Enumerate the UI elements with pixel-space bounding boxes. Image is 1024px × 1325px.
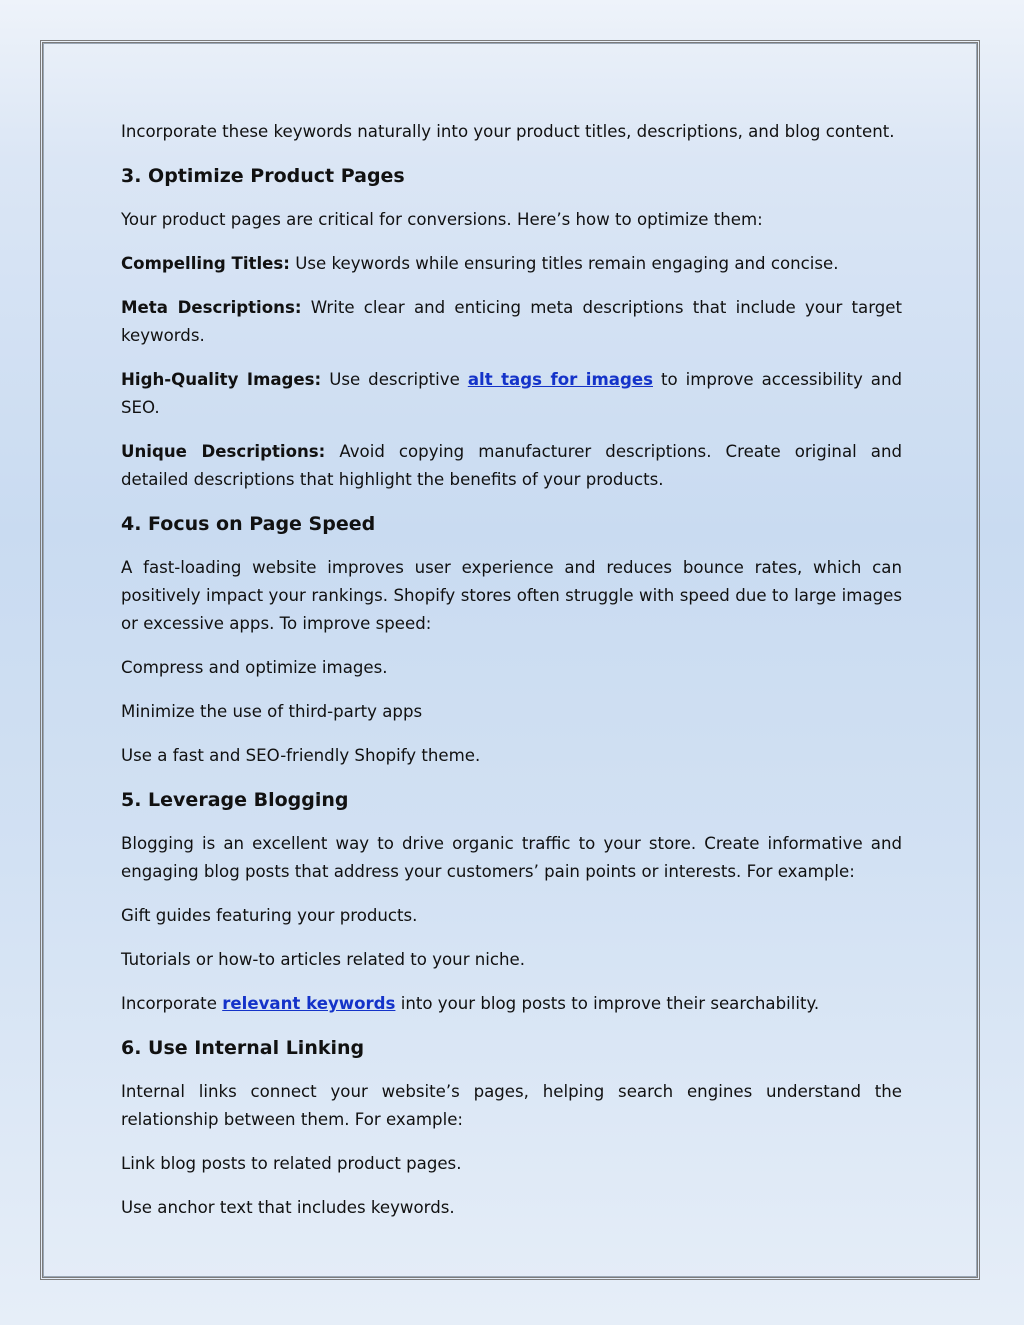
- section6-intro: Internal links connect your website’s pages, helping search engines understand the relationship between them. For example:: [121, 1082, 902, 1129]
- tip-label: High-Quality Images:: [121, 370, 322, 389]
- section-heading-page-speed: 4. Focus on Page Speed: [121, 513, 376, 535]
- document-body: [121, 118, 902, 1222]
- section5-closing: [121, 990, 902, 1018]
- section3-intro: Your product pages are critical for conversions. Here’s how to optimize them:: [121, 210, 763, 229]
- tip-compelling-titles: [121, 250, 902, 278]
- list-item: Use a fast and SEO-friendly Shopify theme.: [121, 746, 481, 765]
- tip-label: Unique Descriptions:: [121, 442, 326, 461]
- closing-text: into your blog posts to improve their searchability.: [395, 994, 820, 1013]
- list-item: Compress and optimize images.: [121, 658, 388, 677]
- tip-meta-descriptions: [121, 294, 902, 350]
- section4-intro: A fast-loading website improves user experience and reduces bounce rates, which can positively impact your rankings. Shopify stores often struggle with speed due to large images or excessive apps. To improve speed:: [121, 558, 902, 633]
- list-item: Gift guides featuring your products.: [121, 906, 418, 925]
- tip-text: Use descriptive: [321, 370, 468, 389]
- closing-text: Incorporate: [121, 994, 223, 1013]
- tip-text: Use keywords while ensuring titles remain engaging and concise.: [289, 254, 839, 273]
- tip-high-quality-images: [121, 366, 902, 422]
- section-heading-optimize-product-pages: 3. Optimize Product Pages: [121, 165, 405, 187]
- section5-intro: Blogging is an excellent way to drive organic traffic to your store. Create informative and engaging blog posts that address your customers’ pain points or interests. For example:: [121, 834, 902, 881]
- list-item: Minimize the use of third-party apps: [121, 702, 423, 721]
- list-item: Use anchor text that includes keywords.: [121, 1198, 455, 1217]
- section-heading-leverage-blogging: 5. Leverage Blogging: [121, 789, 349, 811]
- tip-text: to improve accessibility and SEO.: [121, 370, 903, 417]
- intro-paragraph: Incorporate these keywords naturally into your product titles, descriptions, and blog content.: [121, 122, 895, 141]
- section-heading-internal-linking: 6. Use Internal Linking: [121, 1037, 365, 1059]
- tip-text: Avoid copying manufacturer descriptions. Create original and detailed descriptions that highlight the benefits of your products.: [121, 442, 902, 489]
- tip-text: Write clear and enticing meta descriptions that include your target keywords.: [121, 298, 903, 345]
- relevant-keywords-link[interactable]: relevant keywords: [222, 994, 396, 1013]
- alt-tags-link[interactable]: alt tags for images: [467, 370, 653, 389]
- tip-label: Meta Descriptions:: [121, 298, 302, 317]
- list-item: Link blog posts to related product pages.: [121, 1154, 462, 1173]
- tip-label: Compelling Titles:: [121, 254, 290, 273]
- tip-unique-descriptions: [121, 438, 902, 494]
- list-item: Tutorials or how-to articles related to your niche.: [121, 950, 526, 969]
